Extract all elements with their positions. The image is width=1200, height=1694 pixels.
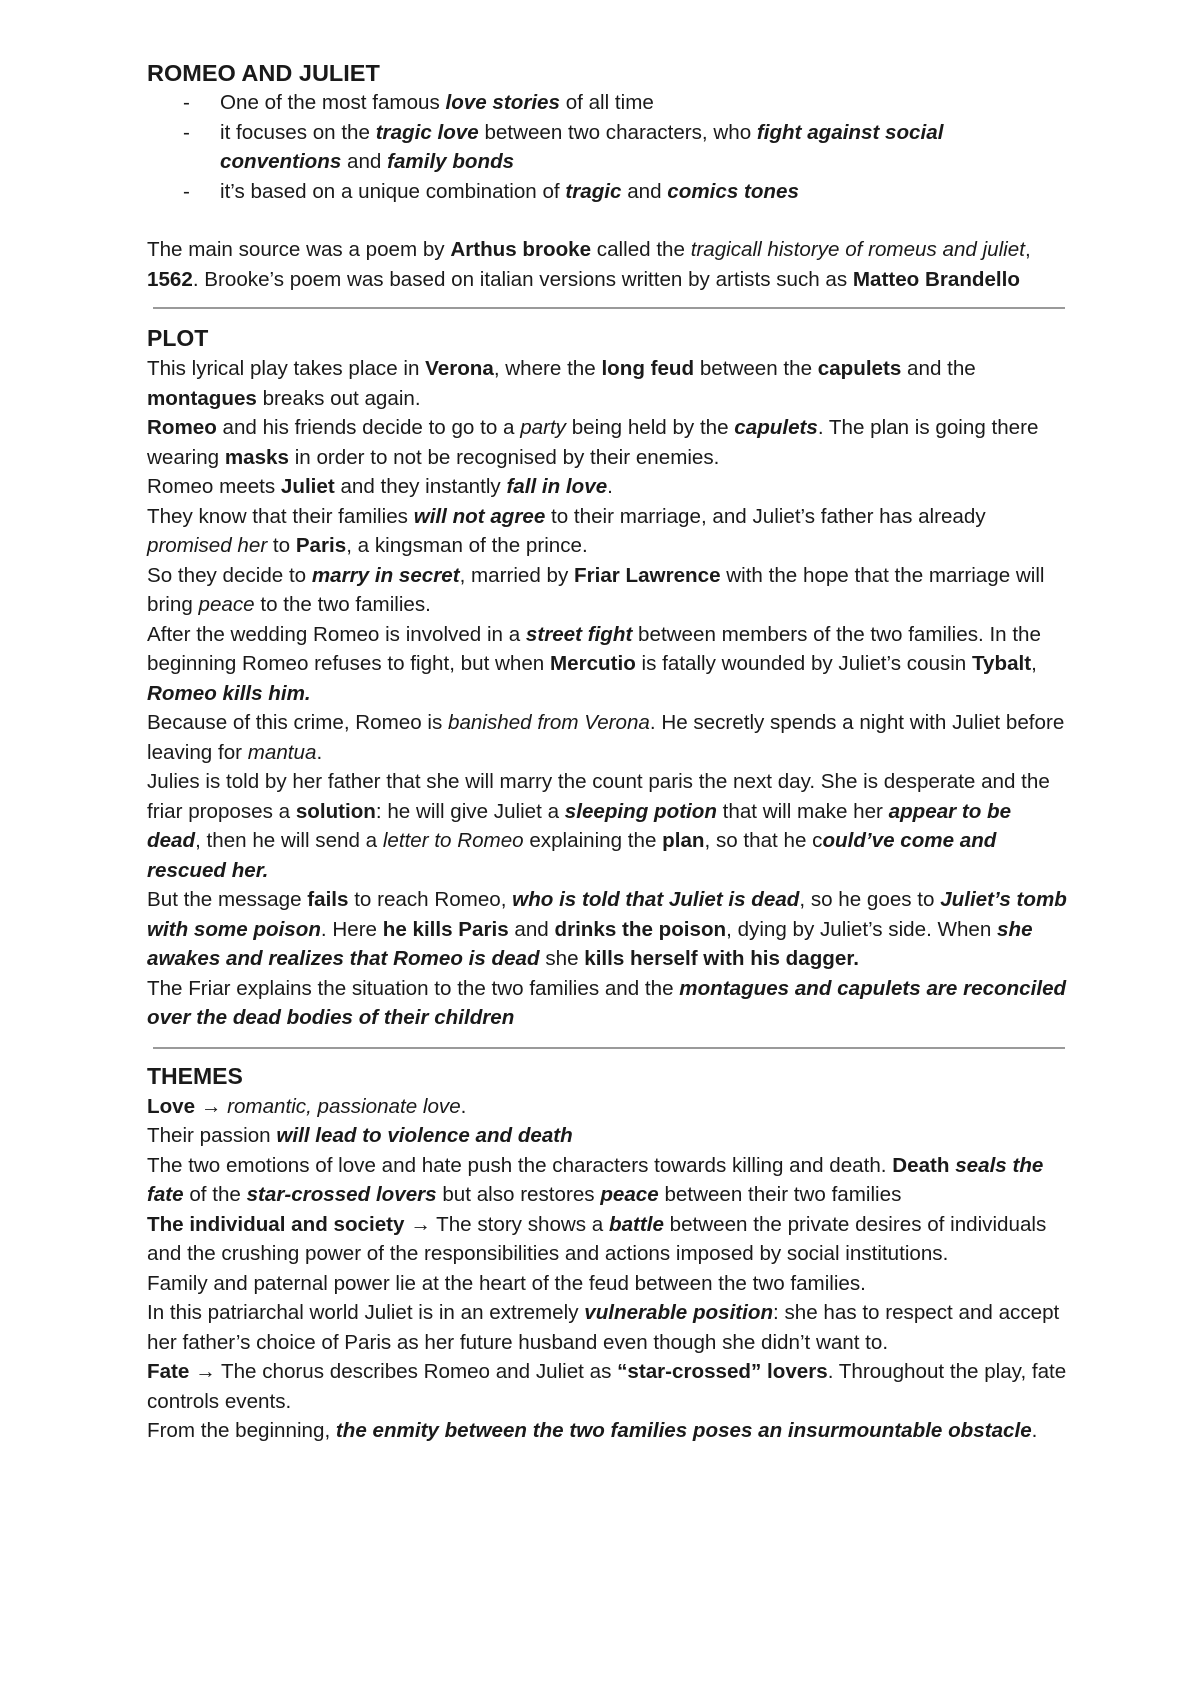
text-run: , where the (493, 357, 602, 380)
text-run: being held by the (565, 416, 735, 439)
plot-paragraph (147, 502, 1067, 561)
text-run: to their marriage, and Juliet’s father has already (545, 504, 986, 528)
intro-bullet-list (147, 88, 1067, 206)
text-run: From the beginning, (147, 1419, 336, 1442)
text-run: and his friends decide to go to a (216, 416, 521, 439)
text-run: montagues and capulets are reconciled over the dead bodies of their children (147, 976, 1067, 1029)
text-run: . (1031, 1419, 1038, 1442)
text-run: seals the fate (147, 1153, 1044, 1206)
source-paragraph (147, 235, 1067, 294)
text-run: of all time (559, 91, 654, 114)
text-run: who is told that Juliet is dead (512, 888, 800, 911)
text-run: and they instantly (334, 475, 507, 498)
plot-paragraph (147, 413, 1067, 472)
intro-bullet-text (220, 91, 654, 114)
text-run: The individual and society (147, 1212, 405, 1236)
text-run: . Throughout the play, fate controls events. (147, 1360, 1067, 1413)
text-run: ould’ve come and rescued her. (147, 829, 997, 882)
text-run: In this patriarchal world Juliet is in an extremely (147, 1301, 585, 1324)
text-run: The main source was a poem by (147, 238, 451, 261)
text-run: . The plan is going there wearing (147, 416, 1039, 469)
text-run: → The story shows a (404, 1212, 609, 1236)
text-run: tragic (565, 179, 622, 203)
text-run: Verona (425, 357, 494, 380)
text-run: that will make her (716, 799, 889, 823)
text-run: fall in love (506, 475, 608, 498)
text-run: 1562 (147, 267, 193, 291)
text-run: : she has to respect and accept her father’s choice of Paris as her future husband even though she didn’t want to. (147, 1301, 1060, 1354)
text-run: They know that their families (147, 504, 414, 528)
text-run: Because of this crime, Romeo is (147, 711, 449, 734)
text-run: Tybalt (971, 652, 1032, 675)
text-run: Death (892, 1153, 950, 1177)
plot-paragraph (147, 767, 1067, 885)
text-run: montagues (147, 386, 257, 410)
text-run: This lyrical play takes place in (147, 357, 426, 380)
text-run: marry in secret (311, 563, 460, 587)
text-run: , then he will send a (195, 829, 383, 852)
text-run: So they decide to (147, 563, 312, 587)
text-run: peace (600, 1183, 659, 1206)
intro-bullet-text (220, 121, 943, 174)
text-run: Paris (295, 534, 347, 557)
text-run: But the message (147, 888, 308, 911)
text-run: . (316, 740, 323, 764)
text-run: . (460, 1094, 467, 1118)
text-run: capulets (734, 416, 818, 439)
text-run: sleeping potion (564, 799, 717, 823)
text-run: One of the most famous (220, 91, 446, 114)
text-run: the enmity between the two families poses an insurmountable obstacle (335, 1419, 1032, 1442)
text-run: and (621, 179, 668, 203)
text-run: drinks the poison (554, 917, 727, 941)
text-run: between members of the two families. In the beginning Romeo refuses to fight, but when (147, 622, 1041, 675)
text-run: , a kingsman of the prince. (346, 534, 588, 557)
text-run: , so that he c (704, 829, 823, 852)
text-run: Romeo (147, 416, 217, 439)
text-run: he kills Paris (382, 917, 509, 941)
text-run: Fate (147, 1360, 190, 1383)
text-run: The Friar explains the situation to the two families and the (147, 976, 680, 1000)
text-run: Family and paternal power lie at the heart of the feud between the two families. (147, 1271, 866, 1295)
text-run: she (539, 947, 585, 970)
text-run: , dying by Juliet’s side. When (726, 917, 998, 941)
text-run: is fatally wounded by Juliet’s cousin (635, 652, 972, 675)
text-run: Their passion (147, 1124, 277, 1147)
themes-paragraph (147, 1092, 1067, 1122)
text-run: banished from Verona (448, 711, 650, 734)
text-run: appear to be dead (147, 799, 1012, 852)
text-run: she awakes and realizes that Romeo is dead (147, 917, 1033, 970)
themes-paragraph (147, 1298, 1067, 1357)
text-run: peace (198, 593, 255, 616)
text-run: Julies is told by her father that she will marry the count paris the next day. She is desperate and the friar proposes a (147, 770, 1050, 823)
text-run: Friar Lawrence (574, 563, 721, 587)
text-run: explaining the (523, 829, 663, 852)
text-run: Juliet’s tomb with some poison (147, 888, 1067, 941)
text-run: letter to Romeo (382, 829, 524, 852)
text-run: it focuses on the (220, 120, 376, 144)
text-run: comics tones (667, 179, 799, 203)
bullet-dash: - (183, 179, 190, 203)
text-run: long feud (601, 357, 695, 380)
plot-paragraph (147, 708, 1067, 767)
text-run: plan (662, 829, 705, 852)
text-run: will lead to violence and death (276, 1124, 573, 1147)
text-run: street fight (525, 622, 633, 646)
text-run: “star-crossed” lovers (617, 1360, 828, 1383)
text-run: fails (307, 888, 349, 911)
document-title: ROMEO AND JULIET (147, 60, 380, 86)
text-run: romantic, passionate love (227, 1094, 461, 1118)
text-run: mantua (247, 740, 317, 764)
text-run: → The chorus describes Romeo and Juliet as (189, 1360, 618, 1383)
themes-paragraph (147, 1151, 1067, 1210)
text-run: and (341, 150, 388, 173)
text-run: , so he goes to (799, 888, 941, 911)
intro-bullet-3 (147, 177, 1067, 207)
bullet-dash: - (183, 91, 190, 114)
text-run: breaks out again. (256, 386, 421, 410)
themes-paragraph (147, 1416, 1067, 1446)
text-run: fight against social conventions (220, 120, 944, 173)
text-run: between the private desires of individuals and the crushing power of the responsibilities and actions imposed by social institutions. (147, 1212, 1047, 1265)
paragraph-spacer (147, 206, 1067, 235)
text-run: between two characters, who (478, 120, 757, 144)
plot-paragraph (147, 974, 1067, 1033)
text-run: and (508, 917, 555, 941)
text-run: and the (901, 357, 976, 380)
text-run: party (520, 416, 566, 439)
text-run: , (1031, 652, 1037, 675)
text-run: to the two families. (254, 593, 431, 616)
text-run: with the hope that the marriage will bring (147, 563, 1045, 616)
plot-paragraph (147, 620, 1067, 709)
text-run: Juliet (280, 475, 335, 498)
themes-section (147, 1092, 1067, 1446)
text-run: , married by (459, 563, 575, 587)
text-run: . Here (320, 917, 383, 941)
text-run: masks (224, 445, 289, 469)
text-run: to (267, 534, 296, 557)
text-run: of the (183, 1183, 247, 1206)
text-run: After the wedding Romeo is involved in a (147, 622, 526, 646)
text-run: solution (295, 799, 376, 823)
text-run: family bonds (387, 150, 515, 173)
text-run: between the (694, 357, 818, 380)
text-run: . He secretly spends a night with Juliet before leaving for (147, 711, 1065, 764)
text-run: will not agree (413, 504, 546, 528)
intro-bullet-2 (147, 118, 1067, 177)
text-run: The two emotions of love and hate push the characters towards killing and death. (147, 1153, 893, 1177)
intro-bullet-1 (147, 88, 1067, 118)
bullet-dash: - (183, 120, 190, 144)
text-run: Love (147, 1094, 196, 1118)
plot-section (147, 354, 1067, 1033)
text-run: capulets (817, 357, 902, 380)
intro-bullet-text (220, 180, 799, 203)
text-run: → (195, 1094, 228, 1118)
text-run: between their two families (658, 1183, 902, 1206)
text-run: , (1024, 238, 1031, 261)
text-run: : he will give Juliet a (375, 799, 565, 823)
text-run: star-crossed lovers (246, 1183, 437, 1206)
themes-paragraph (147, 1269, 1067, 1299)
text-run: . Brooke’s poem was based on italian versions written by artists such as (192, 267, 853, 291)
text-run: vulnerable position (584, 1301, 774, 1324)
themes-paragraph (147, 1357, 1067, 1416)
section-divider (153, 307, 1065, 309)
text-run: battle (608, 1212, 664, 1236)
text-run: Mercutio (549, 652, 636, 675)
text-run: to reach Romeo, (348, 888, 513, 911)
text-run: Matteo Brandello (852, 267, 1020, 291)
themes-paragraph (147, 1210, 1067, 1269)
text-run: Romeo meets (147, 475, 281, 498)
text-run: in order to not be recognised by their enemies. (288, 445, 720, 469)
text-run: kills herself with his dagger. (584, 947, 859, 970)
themes-paragraph (147, 1121, 1067, 1151)
document-page (147, 58, 1067, 1446)
text-run: tragicall historye of romeus and juliet (690, 238, 1025, 261)
text-run: but also restores (436, 1183, 601, 1206)
themes-heading: THEMES (147, 1062, 243, 1089)
section-divider (153, 1047, 1065, 1049)
text-run: promised her (147, 534, 268, 557)
plot-paragraph (147, 885, 1067, 974)
plot-heading: PLOT (147, 325, 209, 351)
plot-paragraph (147, 561, 1067, 620)
text-run: called the (591, 238, 691, 261)
text-run: Romeo kills him. (147, 681, 311, 705)
plot-paragraph (147, 472, 1067, 502)
text-run: love stories (445, 91, 560, 114)
text-run: it’s based on a unique combination of (220, 179, 566, 203)
text-run: Arthus brooke (450, 238, 592, 261)
plot-paragraph (147, 354, 1067, 413)
text-run: . (607, 475, 613, 498)
text-run: tragic love (375, 120, 479, 144)
